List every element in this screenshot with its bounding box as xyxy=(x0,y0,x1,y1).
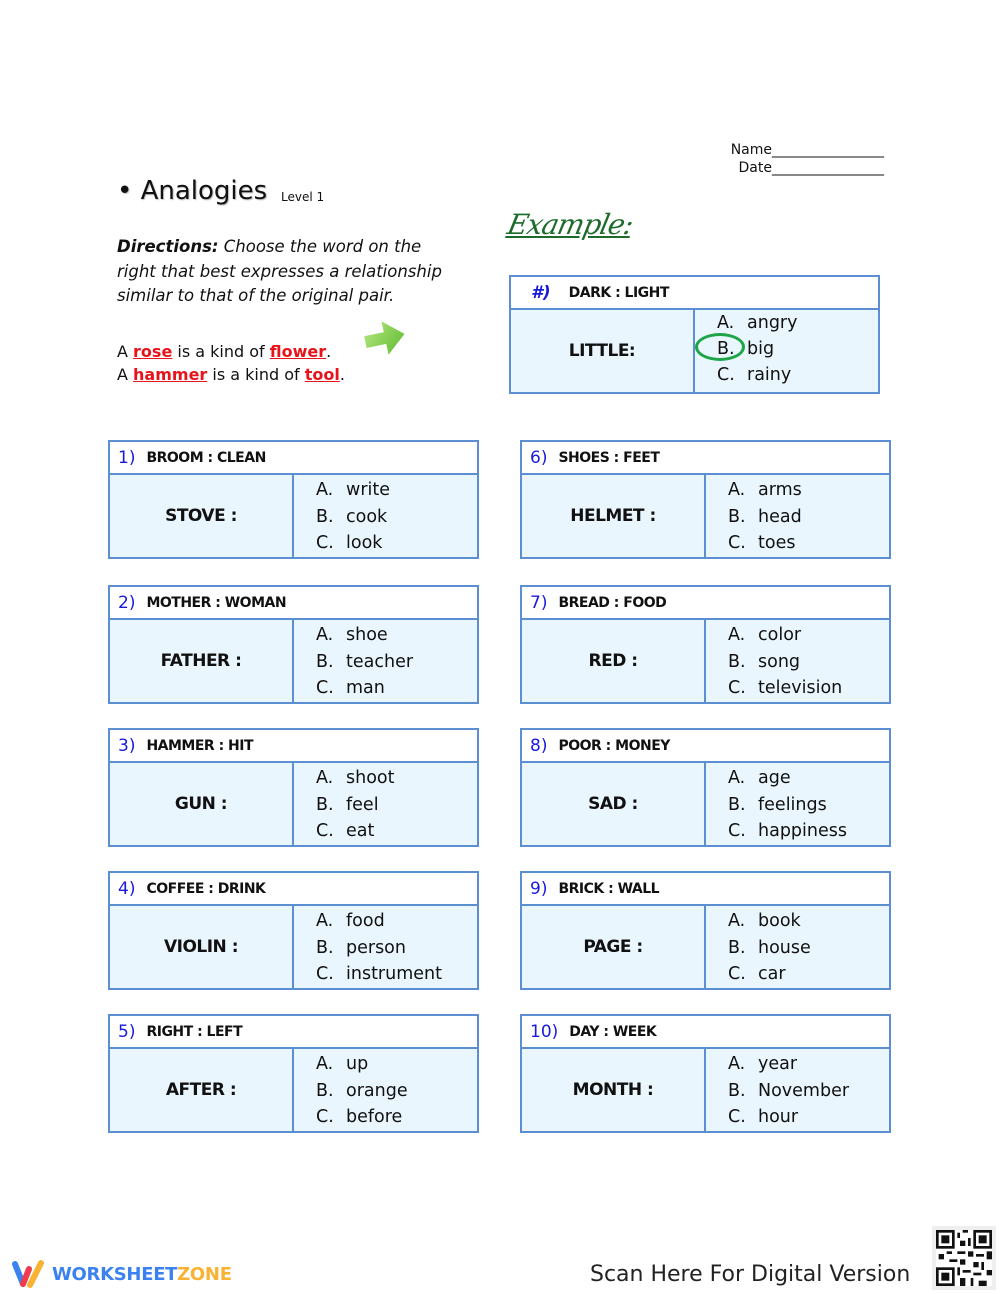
answer-circle-icon xyxy=(695,333,745,361)
question-box-7 xyxy=(520,585,891,704)
question-box-5 xyxy=(108,1014,479,1133)
answer-options xyxy=(294,620,413,702)
name-field[interactable]: Name________________ xyxy=(730,142,884,158)
question-number: 8) xyxy=(530,735,548,756)
question-stem: RED : xyxy=(522,620,706,702)
question-header xyxy=(110,730,477,763)
sample-sentences xyxy=(117,340,345,386)
question-pair: HAMMER : HIT xyxy=(146,737,254,754)
sample-sentence: A rose is a kind of flower. xyxy=(117,342,332,361)
question-stem: MONTH : xyxy=(522,1049,706,1131)
question-pair: BROOM : CLEAN xyxy=(146,449,266,466)
question-number: 2) xyxy=(118,592,136,613)
question-stem: STOVE : xyxy=(110,475,294,557)
date-field[interactable]: Date________________ xyxy=(738,160,884,176)
question-pair: BRICK : WALL xyxy=(558,880,660,897)
answer-option[interactable]: C. before xyxy=(316,1107,403,1127)
question-header xyxy=(522,1016,889,1049)
answer-options xyxy=(706,475,802,557)
scan-text: Scan Here For Digital Version xyxy=(590,1262,911,1287)
question-stem: HELMET : xyxy=(522,475,706,557)
question-number: 6) xyxy=(530,447,548,468)
question-number: 1) xyxy=(118,447,136,468)
question-stem: FATHER : xyxy=(110,620,294,702)
answer-option[interactable]: B. feelings xyxy=(728,794,827,815)
logo-icon xyxy=(10,1259,46,1289)
question-box-3 xyxy=(108,728,479,847)
page-title: • Analogies xyxy=(117,176,268,206)
question-stem: VIOLIN : xyxy=(110,906,294,988)
answer-option[interactable]: C. hour xyxy=(728,1107,799,1127)
answer-option[interactable]: C. television xyxy=(728,678,843,698)
question-header xyxy=(522,587,889,620)
answer-option[interactable]: A. arms xyxy=(728,480,802,500)
answer-options xyxy=(294,475,390,557)
question-pair: RIGHT : LEFT xyxy=(146,1023,243,1040)
answer-option[interactable]: A. age xyxy=(728,768,791,788)
green-arrow-icon xyxy=(363,318,407,358)
answer-option[interactable]: A. write xyxy=(316,480,390,500)
question-header xyxy=(110,587,477,620)
directions-text: Choose the word on the right that best expresses a relationship similar to that of the original pair. xyxy=(117,237,442,305)
question-number: 4) xyxy=(118,878,136,899)
question-number: 7) xyxy=(530,592,548,613)
answer-option[interactable]: C. look xyxy=(316,533,383,553)
question-number: 3) xyxy=(118,735,136,756)
question-box-8 xyxy=(520,728,891,847)
name-date-fields xyxy=(694,141,884,177)
question-header xyxy=(522,873,889,906)
level-label: Level 1 xyxy=(281,190,325,204)
question-stem: GUN : xyxy=(110,763,294,845)
answer-option[interactable]: A. shoe xyxy=(316,625,388,645)
question-number: 5) xyxy=(118,1021,136,1042)
answer-option[interactable]: C. toes xyxy=(728,533,796,553)
sample-sentence: A hammer is a kind of tool. xyxy=(117,365,345,384)
question-number: 9) xyxy=(530,878,548,899)
question-pair: DAY : WEEK xyxy=(569,1023,657,1040)
answer-option[interactable]: A. year xyxy=(728,1054,798,1074)
answer-options xyxy=(706,906,811,988)
answer-option[interactable]: B. house xyxy=(728,937,811,958)
answer-options xyxy=(706,620,842,702)
question-number: 10) xyxy=(530,1021,559,1042)
answer-options xyxy=(294,906,442,988)
question-stem: SAD : xyxy=(522,763,706,845)
question-pair: SHOES : FEET xyxy=(558,449,660,466)
answer-option[interactable]: A. color xyxy=(728,625,802,645)
worksheetzone-logo: WORKSHEETZONE xyxy=(10,1259,232,1289)
answer-option[interactable]: A. up xyxy=(316,1054,369,1074)
answer-option[interactable]: C. eat xyxy=(316,821,375,841)
question-header xyxy=(522,442,889,475)
answer-option[interactable]: C. instrument xyxy=(316,964,442,984)
answer-options xyxy=(706,763,847,845)
question-header xyxy=(110,1016,477,1049)
answer-option[interactable]: C. car xyxy=(728,964,786,984)
answer-options xyxy=(294,1049,408,1131)
question-box-4 xyxy=(108,871,479,990)
qr-code-icon[interactable] xyxy=(932,1226,996,1290)
question-box-10 xyxy=(520,1014,891,1133)
question-pair: MOTHER : WOMAN xyxy=(146,594,287,611)
answer-option[interactable]: B. November xyxy=(728,1080,850,1101)
question-header xyxy=(110,442,477,475)
answer-option[interactable]: B. person xyxy=(316,937,406,958)
question-stem: PAGE : xyxy=(522,906,706,988)
answer-option[interactable]: B. cook xyxy=(316,506,388,527)
answer-option[interactable]: A. food xyxy=(316,911,385,931)
question-box-1 xyxy=(108,440,479,559)
answer-option[interactable]: B. song xyxy=(728,651,801,672)
answer-option[interactable]: B. feel xyxy=(316,794,379,815)
answer-option[interactable]: B. head xyxy=(728,506,802,527)
directions xyxy=(117,235,462,309)
example-stem: LITTLE: xyxy=(511,310,695,392)
question-box-9 xyxy=(520,871,891,990)
answer-option[interactable]: C. happiness xyxy=(728,821,847,841)
answer-option[interactable]: B. teacher xyxy=(316,651,414,672)
question-pair: POOR : MONEY xyxy=(558,737,670,754)
answer-option[interactable]: A. shoot xyxy=(316,768,395,788)
answer-option[interactable]: B. orange xyxy=(316,1080,408,1101)
question-stem: AFTER : xyxy=(110,1049,294,1131)
answer-options xyxy=(706,1049,849,1131)
question-box-6 xyxy=(520,440,891,559)
question-box-2 xyxy=(108,585,479,704)
answer-option[interactable]: A. book xyxy=(728,911,801,931)
example-box: #) DARK : LIGHT LITTLE: A. angry B. big C. rainy xyxy=(509,275,880,394)
question-pair: BREAD : FOOD xyxy=(558,594,667,611)
answer-option[interactable]: C. man xyxy=(316,678,385,698)
answer-options xyxy=(294,763,394,845)
question-header xyxy=(110,873,477,906)
directions-label: Directions: xyxy=(117,237,219,256)
example-heading: Example: xyxy=(504,208,636,241)
question-header xyxy=(522,730,889,763)
question-pair: COFFEE : DRINK xyxy=(146,880,266,897)
